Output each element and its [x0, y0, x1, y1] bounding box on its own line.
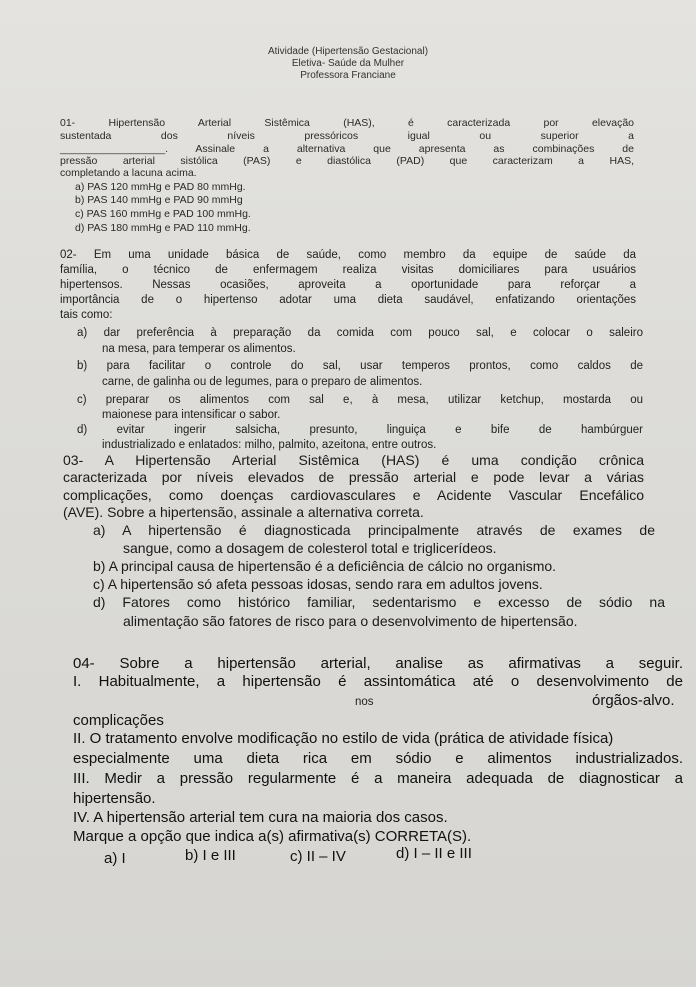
- q1-line-5: completando a lacuna acima.: [60, 167, 197, 179]
- q3-option-d-line-2: alimentação são fatores de risco para o desenvolvimento de hipertensão.: [123, 613, 578, 629]
- q4-line-1: 04- Sobre a hipertensão arterial, analise as afirmativas a seguir.: [73, 655, 683, 672]
- q3-option-b: b) A principal causa de hipertensão é a deficiência de cálcio no organismo.: [93, 558, 557, 574]
- header-title: Atividade (Hipertensão Gestacional): [267, 46, 429, 57]
- q2-option-c-line-2: maionese para intensificar o sabor.: [102, 409, 281, 421]
- q3-line-4: (AVE). Sobre a hipertensão, assinale a alternativa correta.: [63, 504, 424, 520]
- q4-option-b: b) I e III: [185, 847, 236, 864]
- q1-line-3: __________________. Assinale a alternativa que apresenta as combinações de: [60, 143, 634, 155]
- q2-option-b-line-2: carne, de galinha ou de legumes, para o preparo de alimentos.: [102, 376, 423, 388]
- q4-statement-2-line-2: especialmente uma dieta rica em sódio e alimentos industrializados.: [73, 750, 683, 767]
- q2-line-4: importância de o hipertenso adotar uma dieta saudável, enfatizando orientações: [60, 294, 636, 306]
- header-teacher: Professora Franciane: [300, 70, 396, 81]
- q4-line-2: I. Habitualmente, a hipertensão é assintomática até o desenvolvimento de: [73, 673, 683, 690]
- q4-statement-3-line-2: hipertensão.: [73, 790, 156, 807]
- q1-option-d: d) PAS 180 mmHg e PAD 110 mmHg.: [75, 222, 251, 234]
- q2-option-a-line-1: a) dar preferência à preparação da comida com pouco sal, e colocar o saleiro: [77, 327, 643, 339]
- q4-option-c: c) II – IV: [290, 848, 346, 865]
- q4-line-4: complicações: [73, 712, 164, 729]
- q2-line-2: família, o técnico de enfermagem realiza visitas domiciliares para usuários: [60, 264, 636, 276]
- q2-option-b-line-1: b) para facilitar o controle do sal, usar temperos prontos, como caldos de: [77, 360, 643, 372]
- q1-line-1: 01- Hipertensão Arterial Sistêmica (HAS), é caracterizada por elevação: [60, 117, 634, 129]
- q4-statement-4: IV. A hipertensão arterial tem cura na maioria dos casos.: [73, 809, 448, 826]
- q1-option-c: c) PAS 160 mmHg e PAD 100 mmHg.: [75, 208, 251, 220]
- q4-line-3-orgaos: órgãos-alvo.: [592, 692, 675, 709]
- q2-option-c-line-1: c) preparar os alimentos com sal e, à mesa, utilizar ketchup, mostarda ou: [77, 394, 643, 406]
- q3-option-a-line-1: a) A hipertensão é diagnosticada principalmente através de exames de: [93, 522, 655, 538]
- q2-option-a-line-2: na mesa, para temperar os alimentos.: [102, 343, 296, 355]
- q3-line-1: 03- A Hipertensão Arterial Sistêmica (HAS) é uma condição crônica: [63, 452, 644, 468]
- q1-option-b: b) PAS 140 mmHg e PAD 90 mmHg: [75, 194, 243, 206]
- q4-option-d: d) I – II e III: [396, 845, 472, 862]
- q1-line-2: sustentada dos níveis pressóricos igual ou superior a: [60, 130, 634, 142]
- q4-option-a: a) I: [104, 850, 126, 867]
- q2-option-d-line-2: industrializado e enlatados: milho, palmito, azeitona, entre outros.: [102, 439, 437, 451]
- q2-line-1: 02- Em uma unidade básica de saúde, como membro da equipe de saúde da: [60, 249, 636, 261]
- q1-line-4: pressão arterial sistólica (PAS) e diastólica (PAD) que caracterizam a HAS,: [60, 155, 634, 167]
- q1-option-a: a) PAS 120 mmHg e PAD 80 mmHg.: [75, 181, 246, 193]
- q3-option-d-line-1: d) Fatores como histórico familiar, sedentarismo e excesso de sódio na: [93, 594, 665, 610]
- q3-line-3: complicações, como doenças cardiovasculares e Acidente Vascular Encefálico: [63, 487, 644, 503]
- q4-instruction: Marque a opção que indica a(s) afirmativa(s) CORRETA(S).: [73, 828, 472, 845]
- q3-option-a-line-2: sangue, como a dosagem de colesterol total e triglicerídeos.: [123, 540, 497, 556]
- q3-option-c: c) A hipertensão só afeta pessoas idosas, sendo rara em adultos jovens.: [93, 576, 543, 592]
- header-subject: Eletiva- Saúde da Mulher: [291, 58, 405, 69]
- q2-line-3: hipertensos. Nessas ocasiões, aproveita a oportunidade para reforçar a: [60, 279, 636, 291]
- q4-statement-2-line-1: II. O tratamento envolve modificação no estilo de vida (prática de atividade física): [73, 730, 614, 747]
- q2-option-d-line-1: d) evitar ingerir salsicha, presunto, linguiça e bife de hambúrguer: [77, 424, 643, 436]
- q4-statement-3-line-1: III. Medir a pressão regularmente é a maneira adequada de diagnosticar a: [73, 770, 683, 787]
- q2-line-5: tais como:: [60, 309, 113, 321]
- q3-line-2: caracterizada por níveis elevados de pressão arterial e pode levar a várias: [63, 469, 644, 485]
- q4-line-3-nos: nos: [355, 696, 374, 708]
